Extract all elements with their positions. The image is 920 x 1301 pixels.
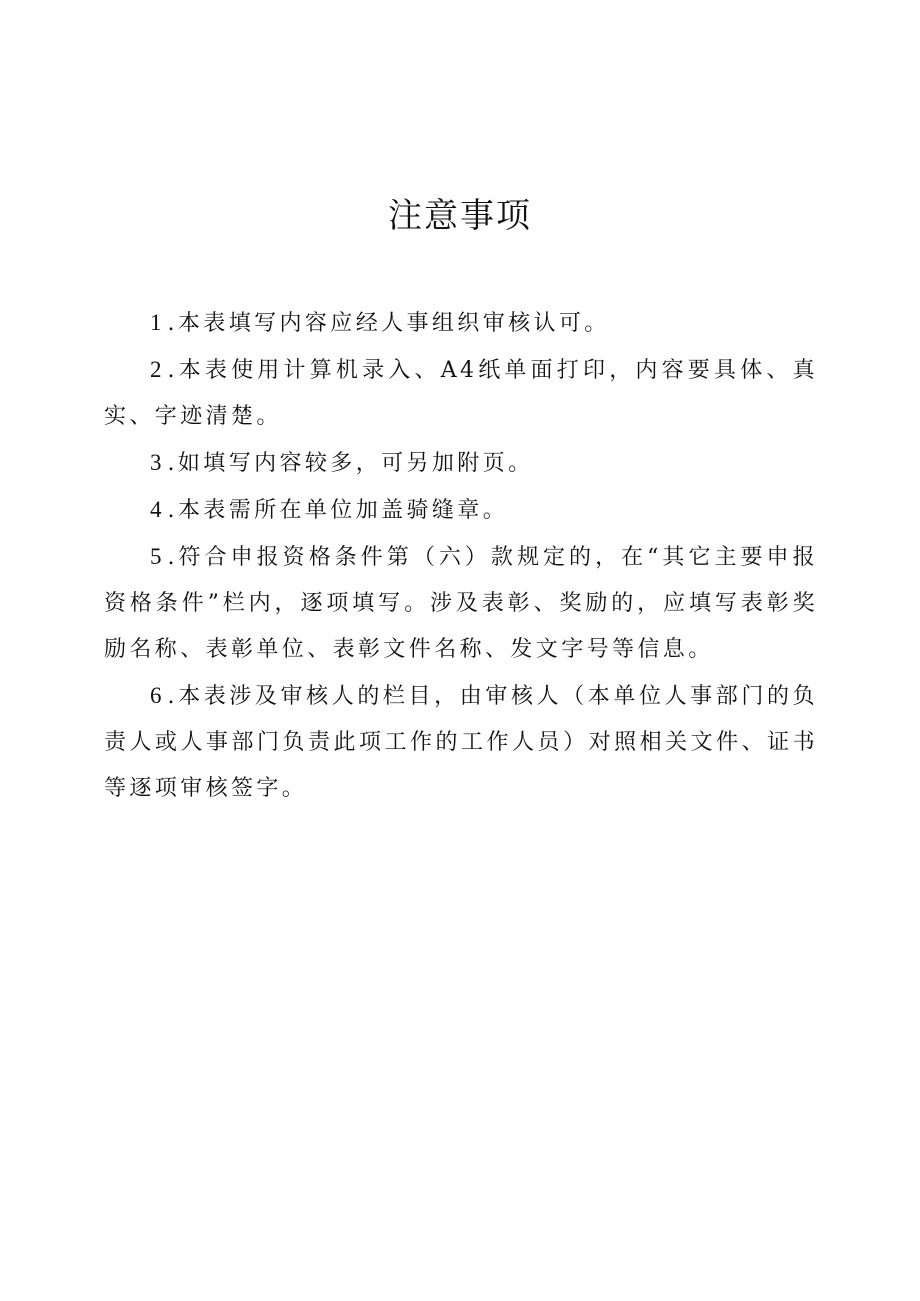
note-item-4 [104,487,818,534]
note-item-5 [104,534,818,673]
note-text: .如填写内容较多，可另加附页。 [167,451,534,476]
note-text: .本表涉及审核人的栏目，由审核人（本单位人事部门的负责人或人事部门负责此项工作的工作人员）对照相关文件、证书等逐项审核签字。 [104,684,818,801]
note-text: .符合申报资格条件第（六）款规定的，在“其它主要申报资格条件”栏内，逐项填写。涉及表彰、奖励的，应填写表彰奖励名称、表彰单位、表彰文件名称、发文字号等信息。 [104,545,818,662]
note-text: .本表需所在单位加盖骑缝章。 [167,498,509,523]
note-number: 5 [150,544,162,569]
note-item-3 [104,440,818,487]
note-number: 1 [150,310,162,335]
note-number: 3 [150,450,162,475]
note-item-1 [104,300,818,347]
page-title: 注意事项 [388,196,532,236]
note-text: .本表填写内容应经人事组织审核认可。 [167,311,610,336]
note-number: 4 [150,497,162,522]
note-number: 2 [150,357,162,382]
note-number: 6 [150,683,162,708]
note-text: .本表使用计算机录入、A4纸单面打印，内容要具体、真实、字迹清楚。 [104,358,818,429]
note-item-2 [104,347,818,440]
note-item-6 [104,673,818,812]
notes-list [104,300,818,812]
